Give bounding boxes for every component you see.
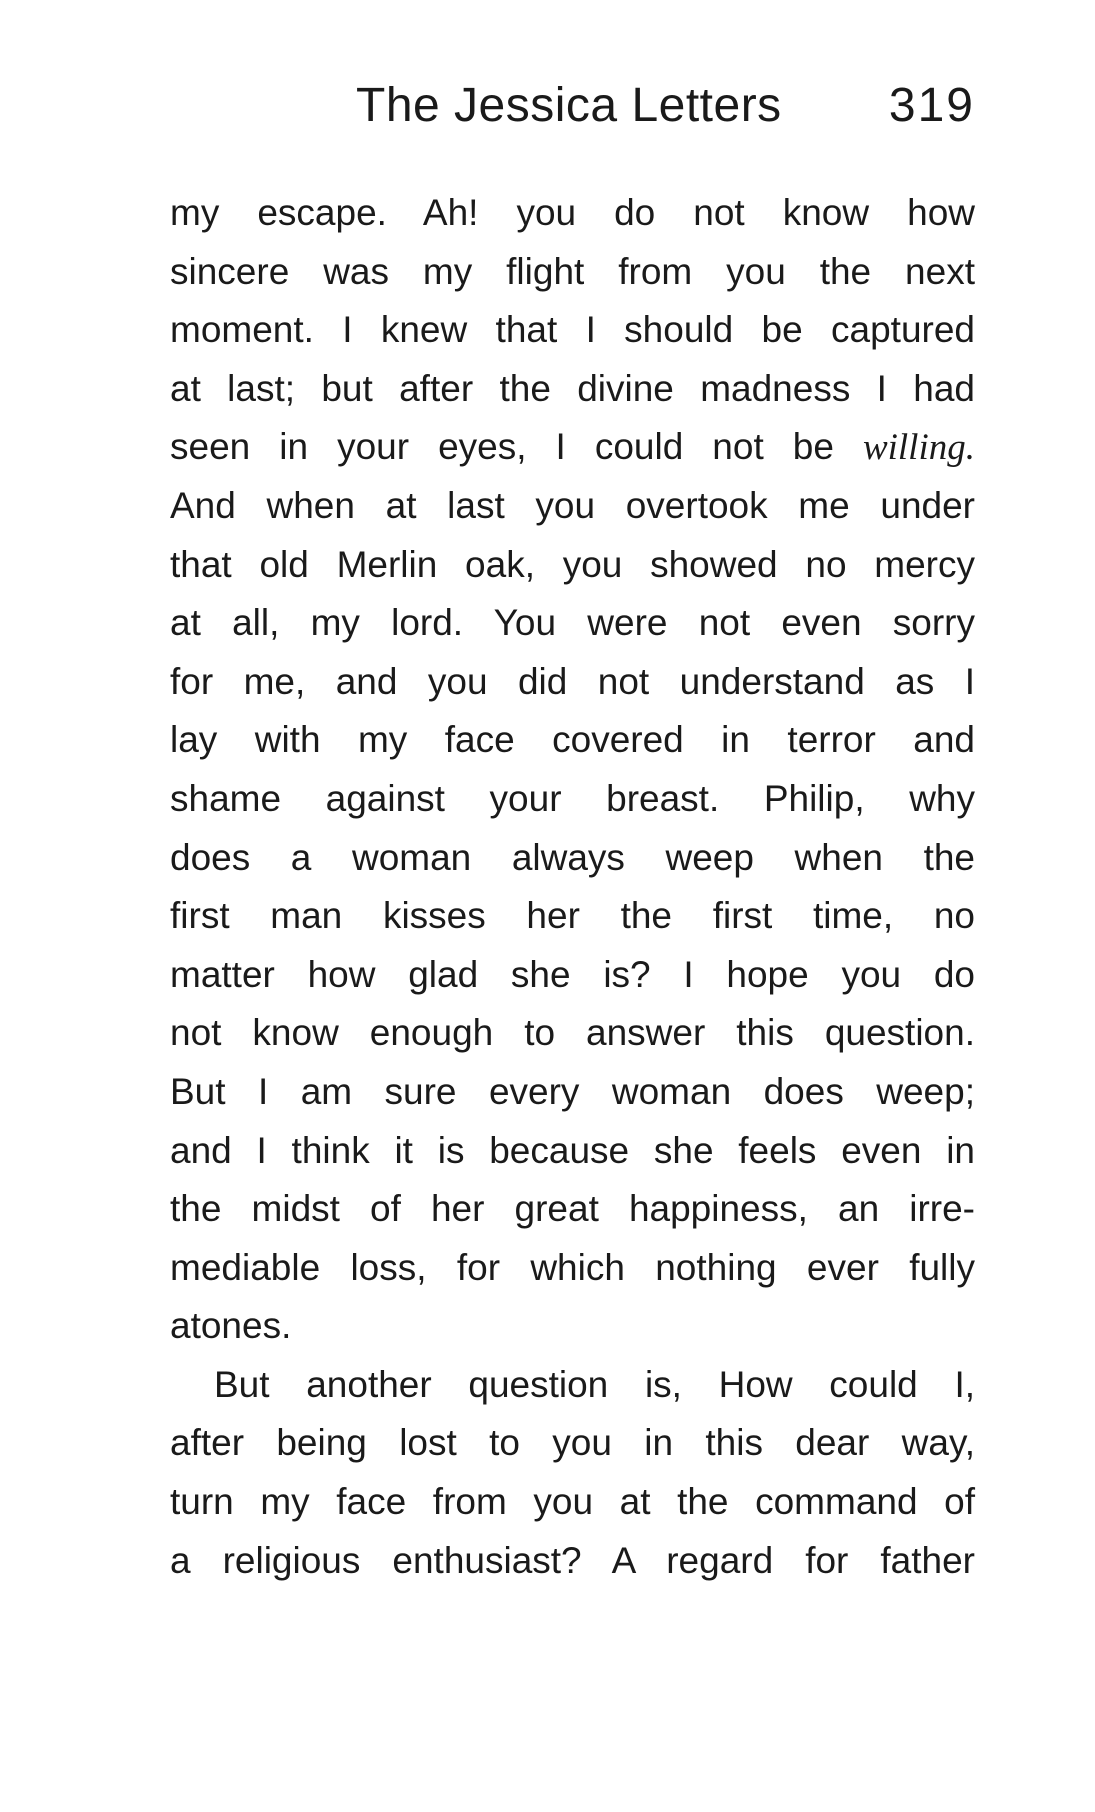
text-line: that old Merlin oak, you showed no mercy (170, 543, 975, 585)
emphasis-word: willing. (862, 427, 975, 469)
text-line: moment. I knew that I should be captured (170, 309, 975, 351)
paragraph-end-line: atones. (170, 1305, 292, 1347)
text-line: mediable loss, for which nothing ever fully (170, 1246, 975, 1288)
text-line: after being lost to you in this dear way, (170, 1422, 975, 1464)
text-line (170, 418, 975, 477)
text-line: And when at last you overtook me under (170, 484, 975, 526)
text-line: turn my face from you at the command of (170, 1481, 975, 1523)
text-line: at all, my lord. You were not even sorry (170, 602, 975, 644)
running-head: The Jessica Letters (356, 79, 782, 132)
text-line: a religious enthusiast? A regard for father (170, 1539, 975, 1581)
paragraph-start-line: But another question is, How could I, (214, 1363, 975, 1405)
text-line: first man kisses her the first time, no (170, 895, 975, 937)
body-text (170, 184, 975, 1590)
text-line: at last; but after the divine madness I had (170, 367, 975, 409)
text-line: my escape. Ah! you do not know how (170, 192, 975, 233)
page-header (170, 78, 985, 148)
page-number: 319 (888, 79, 975, 132)
text-line: matter how glad she is? I hope you do (170, 953, 975, 995)
text-line-plain: seen in your eyes, I could not be (170, 426, 863, 468)
text-line: But I am sure every woman does weep; (170, 1070, 975, 1112)
text-line: for me, and you did not understand as I (170, 660, 975, 702)
text-line: shame against your breast. Philip, why (170, 777, 975, 819)
text-line: the midst of her great happiness, an irre- (170, 1188, 975, 1230)
text-line: does a woman always weep when the (170, 836, 975, 878)
text-line: not know enough to answer this question. (170, 1012, 975, 1054)
text-line: lay with my face covered in terror and (170, 719, 975, 761)
text-line: and I think it is because she feels even in (170, 1129, 975, 1171)
text-line: sincere was my flight from you the next (170, 250, 975, 292)
